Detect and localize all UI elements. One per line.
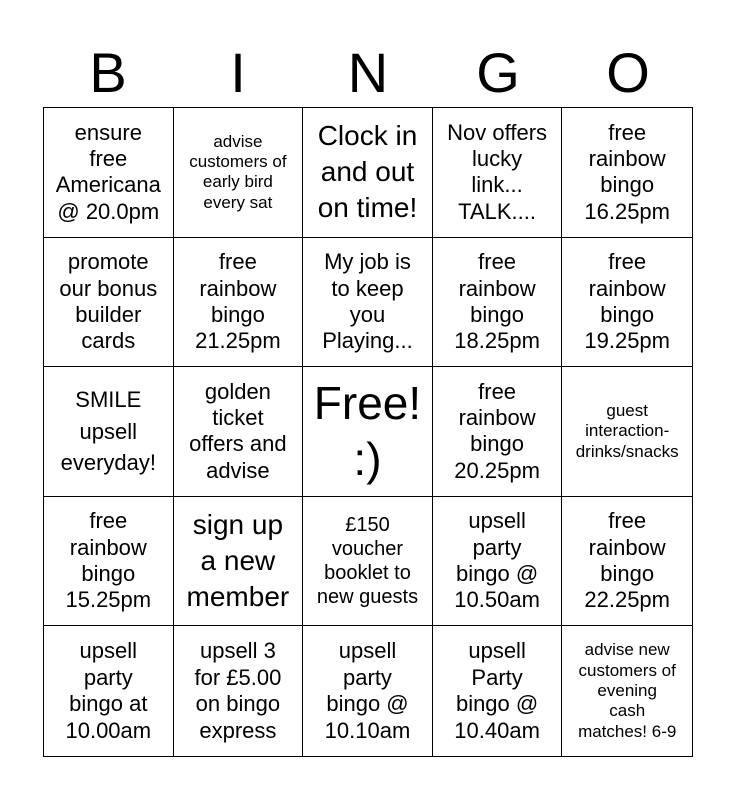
bingo-cell[interactable] xyxy=(562,497,692,627)
bingo-cell-text: golden ticket offers and advise xyxy=(189,378,287,483)
free-space-text: Free! :) xyxy=(313,377,422,486)
bingo-cell-text: SMILE upsell everyday! xyxy=(60,386,156,476)
bingo-cell[interactable] xyxy=(433,238,563,368)
bingo-cell[interactable] xyxy=(44,626,174,756)
bingo-cell-text: promote our bonus builder cards xyxy=(59,249,158,354)
bingo-cell-text: advise new customers of evening cash matches! 6-9 xyxy=(578,640,677,741)
bingo-header xyxy=(43,40,693,106)
bingo-cell-text: sign up a new member xyxy=(186,508,290,613)
bingo-cell-text: My job is to keep you Playing... xyxy=(322,249,413,354)
bingo-cell-text: advise customers of early bird every sat xyxy=(189,131,287,212)
bingo-cell-text: £150 voucher booklet to new guests xyxy=(316,514,419,609)
bingo-cell-text: free rainbow bingo 15.25pm xyxy=(65,508,152,613)
bingo-cell[interactable] xyxy=(562,108,692,238)
bingo-cell-text: Nov offers lucky link... TALK.... xyxy=(447,119,548,224)
bingo-cell[interactable] xyxy=(303,626,433,756)
header-letter-g: G xyxy=(476,41,520,104)
bingo-cell[interactable] xyxy=(433,497,563,627)
bingo-cell[interactable] xyxy=(44,497,174,627)
bingo-cell-text: guest interaction- drinks/snacks xyxy=(575,400,679,461)
bingo-cell[interactable] xyxy=(562,367,692,497)
bingo-cell[interactable] xyxy=(174,367,304,497)
bingo-cell[interactable] xyxy=(174,108,304,238)
bingo-cell[interactable] xyxy=(174,238,304,368)
bingo-cell[interactable] xyxy=(433,626,563,756)
bingo-cell-text: free rainbow bingo 20.25pm xyxy=(454,378,540,483)
bingo-cell[interactable] xyxy=(562,626,692,756)
bingo-cell[interactable] xyxy=(303,108,433,238)
bingo-cell-text: upsell Party bingo @ 10.40am xyxy=(454,638,540,743)
bingo-cell[interactable] xyxy=(303,497,433,627)
bingo-cell[interactable] xyxy=(174,497,304,627)
bingo-board xyxy=(43,107,693,757)
bingo-cell-text: free rainbow bingo 19.25pm xyxy=(584,249,670,354)
header-letter-b: B xyxy=(89,41,127,104)
header-letter-n: N xyxy=(347,41,389,104)
bingo-cell[interactable] xyxy=(433,367,563,497)
free-space-cell[interactable] xyxy=(303,367,433,497)
bingo-cell-text: upsell party bingo @ 10.50am xyxy=(454,508,540,613)
header-letter-i: I xyxy=(230,41,246,104)
bingo-cell[interactable] xyxy=(174,626,304,756)
bingo-cell-text: ensure free Americana @ 20.0pm xyxy=(55,119,161,224)
bingo-cell[interactable] xyxy=(44,108,174,238)
bingo-cell-text: free rainbow bingo 22.25pm xyxy=(584,508,670,613)
bingo-cell-text: Clock in and out on time! xyxy=(317,119,418,224)
bingo-cell[interactable] xyxy=(433,108,563,238)
header-letter-o: O xyxy=(606,41,650,104)
bingo-cell-text: upsell party bingo at 10.00am xyxy=(65,638,152,743)
bingo-cell[interactable] xyxy=(44,367,174,497)
bingo-cell-text: upsell party bingo @ 10.10am xyxy=(324,638,411,743)
bingo-cell-text: upsell 3 for £5.00 on bingo express xyxy=(194,638,282,743)
bingo-cell-text: free rainbow bingo 18.25pm xyxy=(454,249,540,354)
bingo-cell-text: free rainbow bingo 16.25pm xyxy=(584,119,670,224)
bingo-cell[interactable] xyxy=(44,238,174,368)
bingo-cell[interactable] xyxy=(303,238,433,368)
bingo-cell-text: free rainbow bingo 21.25pm xyxy=(195,249,281,354)
bingo-cell[interactable] xyxy=(562,238,692,368)
